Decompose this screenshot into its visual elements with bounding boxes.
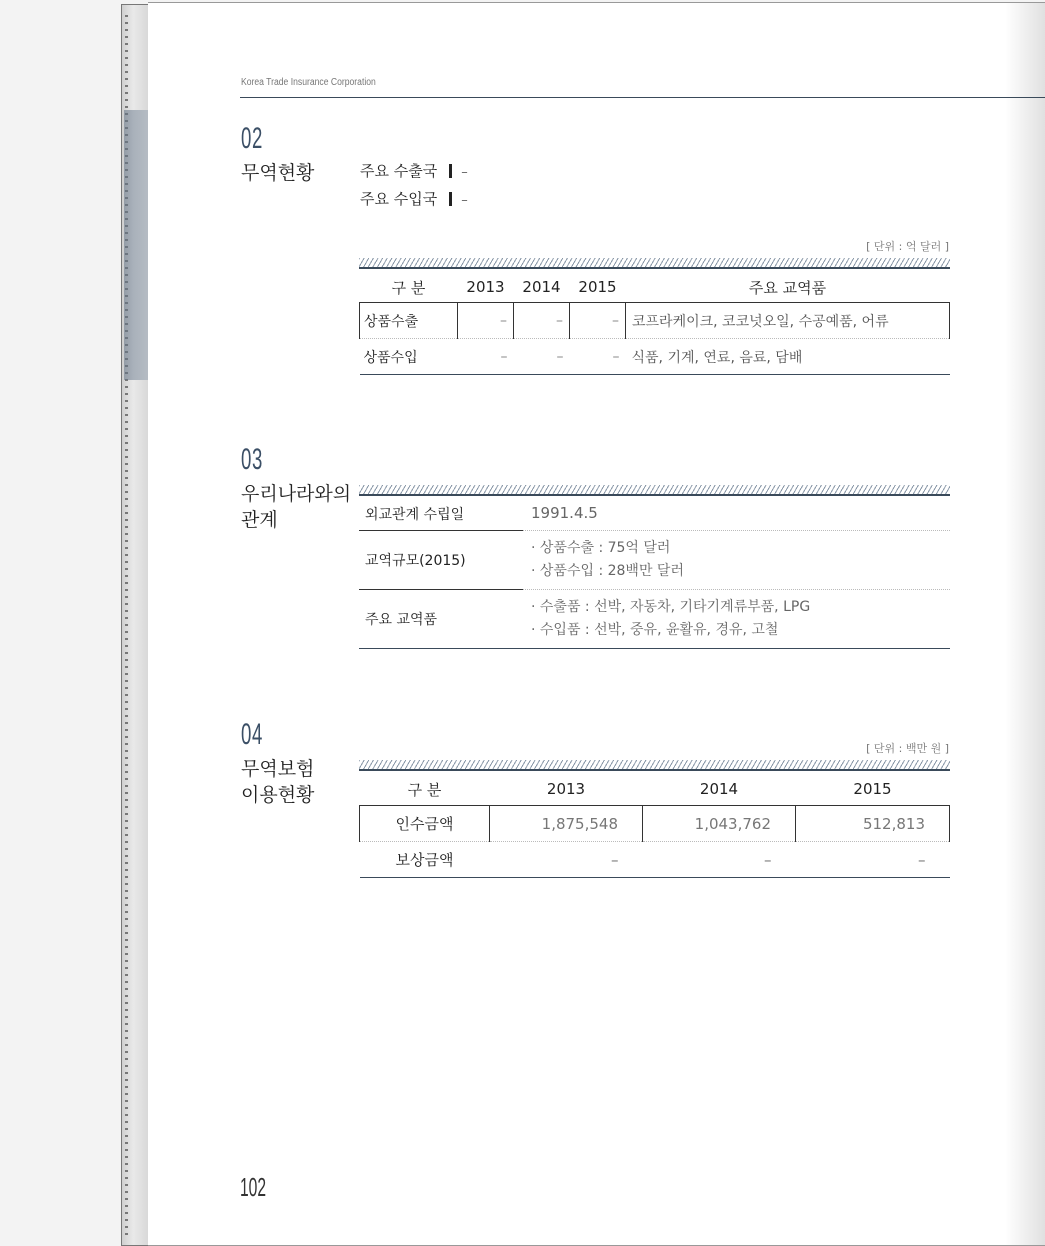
header-2014: 2014 xyxy=(522,278,561,296)
header-category: 구 분 xyxy=(391,278,426,297)
table-row xyxy=(360,303,950,339)
table-top-rule xyxy=(359,485,950,496)
table-top-rule xyxy=(359,258,950,269)
row-label: 상품수출 xyxy=(360,303,458,339)
header-2015: 2015 xyxy=(853,780,892,798)
running-header: Korea Trade Insurance Corporation xyxy=(241,77,376,88)
table-row xyxy=(360,842,950,878)
cell-2015: – xyxy=(796,842,950,878)
table-row xyxy=(359,531,950,590)
cell-2013: – xyxy=(458,339,514,375)
section-title-line: 이용현황 xyxy=(241,784,315,806)
header-2013: 2013 xyxy=(546,780,586,798)
export-value: – xyxy=(461,165,468,180)
section-number: 03 xyxy=(241,443,263,476)
section-title xyxy=(241,481,351,533)
trade-table xyxy=(359,272,950,375)
section-title-line: 우리나라와의 xyxy=(241,483,352,505)
page-number: 102 xyxy=(240,1172,267,1202)
header-2013: 2013 xyxy=(466,278,505,296)
row-label: 외교관계 수립일 xyxy=(359,498,523,531)
header-2015: 2015 xyxy=(578,278,617,296)
import-label: 주요 수입국 xyxy=(360,190,438,208)
cell-2013: – xyxy=(458,303,514,339)
unit-note: [ 단위 : 억 달러 ] xyxy=(866,240,949,253)
separator-bar xyxy=(449,164,452,178)
row-label: 인수금액 xyxy=(360,806,490,842)
cell-2014: – xyxy=(514,303,570,339)
separator-bar xyxy=(449,192,452,206)
cell-2015: – xyxy=(570,303,626,339)
header-rule xyxy=(240,97,1045,98)
relations-table xyxy=(359,498,950,649)
cell-2014: – xyxy=(643,842,796,878)
insurance-table xyxy=(359,773,950,878)
table-row xyxy=(360,806,950,842)
cell-items: 식품, 기계, 연료, 음료, 담배 xyxy=(626,339,950,375)
page-shadow xyxy=(1005,3,1045,1245)
main-export-countries xyxy=(360,160,468,181)
cell-2015: – xyxy=(570,339,626,375)
cell-2013: 1,875,548 xyxy=(490,806,643,842)
value-line: · 상품수입 : 28백만 달러 xyxy=(531,563,684,579)
section-title xyxy=(241,756,314,808)
import-value: – xyxy=(461,193,468,208)
header-items: 주요 교역품 xyxy=(748,278,827,297)
table-top-rule xyxy=(359,760,950,771)
value-line: · 수출품 : 선박, 자동차, 기타기계류부품, LPG xyxy=(531,599,811,615)
table-row xyxy=(359,590,950,649)
section-title: 무역현황 xyxy=(241,162,315,184)
section-number: 02 xyxy=(241,122,263,155)
unit-note: [ 단위 : 백만 원 ] xyxy=(866,742,949,755)
section-number: 04 xyxy=(241,718,263,751)
cell-2013: – xyxy=(490,842,643,878)
section-title-line: 무역보험 xyxy=(241,758,315,780)
cell-2014: 1,043,762 xyxy=(643,806,796,842)
header-2014: 2014 xyxy=(699,780,739,798)
cell-2015: 512,813 xyxy=(796,806,950,842)
row-label: 주요 교역품 xyxy=(359,590,523,649)
cell-2014: – xyxy=(514,339,570,375)
table-row xyxy=(360,339,950,375)
value-line: 1991.4.5 xyxy=(531,504,598,522)
row-value xyxy=(523,498,950,531)
spine-accent xyxy=(124,110,149,380)
main-import-countries xyxy=(360,188,468,209)
row-label: 상품수입 xyxy=(360,339,458,375)
row-value xyxy=(523,590,950,649)
value-line: · 상품수출 : 75억 달러 xyxy=(531,540,671,556)
row-label: 교역규모(2015) xyxy=(359,531,523,590)
row-label: 보상금액 xyxy=(360,842,490,878)
row-value xyxy=(523,531,950,590)
export-label: 주요 수출국 xyxy=(360,162,438,180)
header-category: 구 분 xyxy=(407,780,442,799)
section-title-line: 관계 xyxy=(241,509,278,531)
value-line: · 수입품 : 선박, 중유, 윤활유, 경유, 고철 xyxy=(531,622,779,638)
table-row xyxy=(359,498,950,531)
cell-items: 코프라케이크, 코코넛오일, 수공예품, 어류 xyxy=(626,303,950,339)
